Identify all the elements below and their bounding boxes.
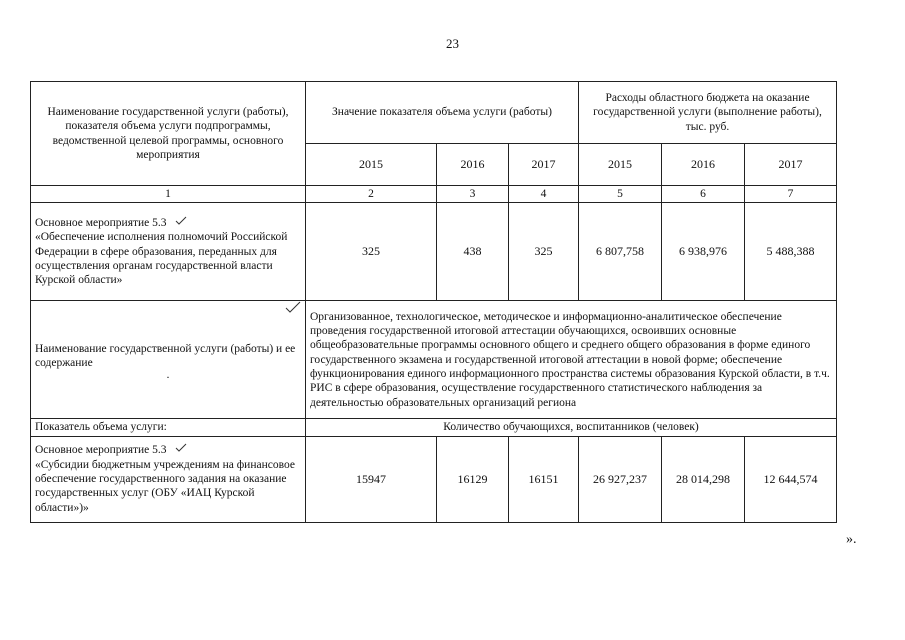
- header-budget-unit: тыс. руб.: [685, 120, 730, 133]
- stray-dot: .: [166, 367, 170, 382]
- value-cell: 15947: [306, 436, 437, 522]
- value-cell: 16129: [437, 436, 509, 522]
- indicator-label: Показатель объема услуги:: [31, 419, 306, 436]
- header-budget-group: [579, 82, 837, 144]
- value-cell: 325: [306, 203, 437, 301]
- header-year: 2016: [662, 144, 745, 186]
- header-name-column: Наименование государственной услуги (работы), показателя объема услуги подпрограммы, ведомственной целевой программы, основного мероприятия: [31, 82, 306, 186]
- checkmark-icon: [285, 301, 301, 313]
- value-cell: 325: [509, 203, 579, 301]
- value-cell: 28 014,298: [662, 436, 745, 522]
- activity-title: Основное мероприятие 5.3: [35, 444, 167, 457]
- value-cell: 438: [437, 203, 509, 301]
- service-content: Организованное, технологическое, методическое и информационно-аналитическое обеспечение проведения государственной итоговой аттестации обучающихся, освоивших основные общеобразовательные программы основного общего и среднего общего образования в форме единого государственного экзамена и государственной итоговой аттестации в новой форме; обеспечение функционирования единого информационного пространства системы образования Курской области, в т.ч. РИС в сфере образования, осуществление государственного статистического наблюдения за деятельностью образовательных организаций региона: [306, 301, 837, 419]
- activity-description: «Обеспечение исполнения полномочий Российской Федерации в сфере образования, переданных для осуществления органам государственной власти Курской области»: [35, 231, 288, 287]
- value-cell: 26 927,237: [579, 436, 662, 522]
- column-number: 3: [437, 186, 509, 203]
- header-year: 2017: [509, 144, 579, 186]
- checkmark-icon: [175, 216, 187, 225]
- column-number: 5: [579, 186, 662, 203]
- column-number: 1: [31, 186, 306, 203]
- value-cell: 12 644,574: [745, 436, 837, 522]
- value-cell: 16151: [509, 436, 579, 522]
- activity-name-cell: [31, 203, 306, 301]
- service-row: [31, 301, 837, 419]
- value-cell: 5 488,388: [745, 203, 837, 301]
- indicator-value: Количество обучающихся, воспитанников (человек): [306, 419, 837, 436]
- service-label: Наименование государственной услуги (работы) и ее содержание: [35, 342, 296, 369]
- header-value-group: Значение показателя объема услуги (работы): [306, 82, 579, 144]
- service-label-cell: [31, 301, 306, 419]
- indicator-row: [31, 419, 837, 436]
- page-number: 23: [446, 36, 459, 51]
- value-cell: 6 938,976: [662, 203, 745, 301]
- table-row: [31, 203, 837, 301]
- header-year: 2016: [437, 144, 509, 186]
- table-row: [31, 436, 837, 522]
- column-number: 4: [509, 186, 579, 203]
- budget-table: [30, 81, 837, 523]
- column-number: 7: [745, 186, 837, 203]
- activity-title: Основное мероприятие 5.3: [35, 216, 167, 229]
- value-cell: 6 807,758: [579, 203, 662, 301]
- closing-quote-mark: ».: [846, 532, 857, 547]
- checkmark-icon: [175, 443, 187, 452]
- header-budget-text: Расходы областного бюджета на оказание государственной услуги (выполнение работы),: [593, 91, 822, 119]
- header-year: 2015: [306, 144, 437, 186]
- activity-name-cell: [31, 436, 306, 522]
- column-number: 6: [662, 186, 745, 203]
- header-year: 2015: [579, 144, 662, 186]
- header-year: 2017: [745, 144, 837, 186]
- column-number: 2: [306, 186, 437, 203]
- activity-description: «Субсидии бюджетным учреждениям на финансовое обеспечение государственного задания на оказание государственных услуг (ОБУ «ИАЦ Курской области»)»: [35, 458, 295, 514]
